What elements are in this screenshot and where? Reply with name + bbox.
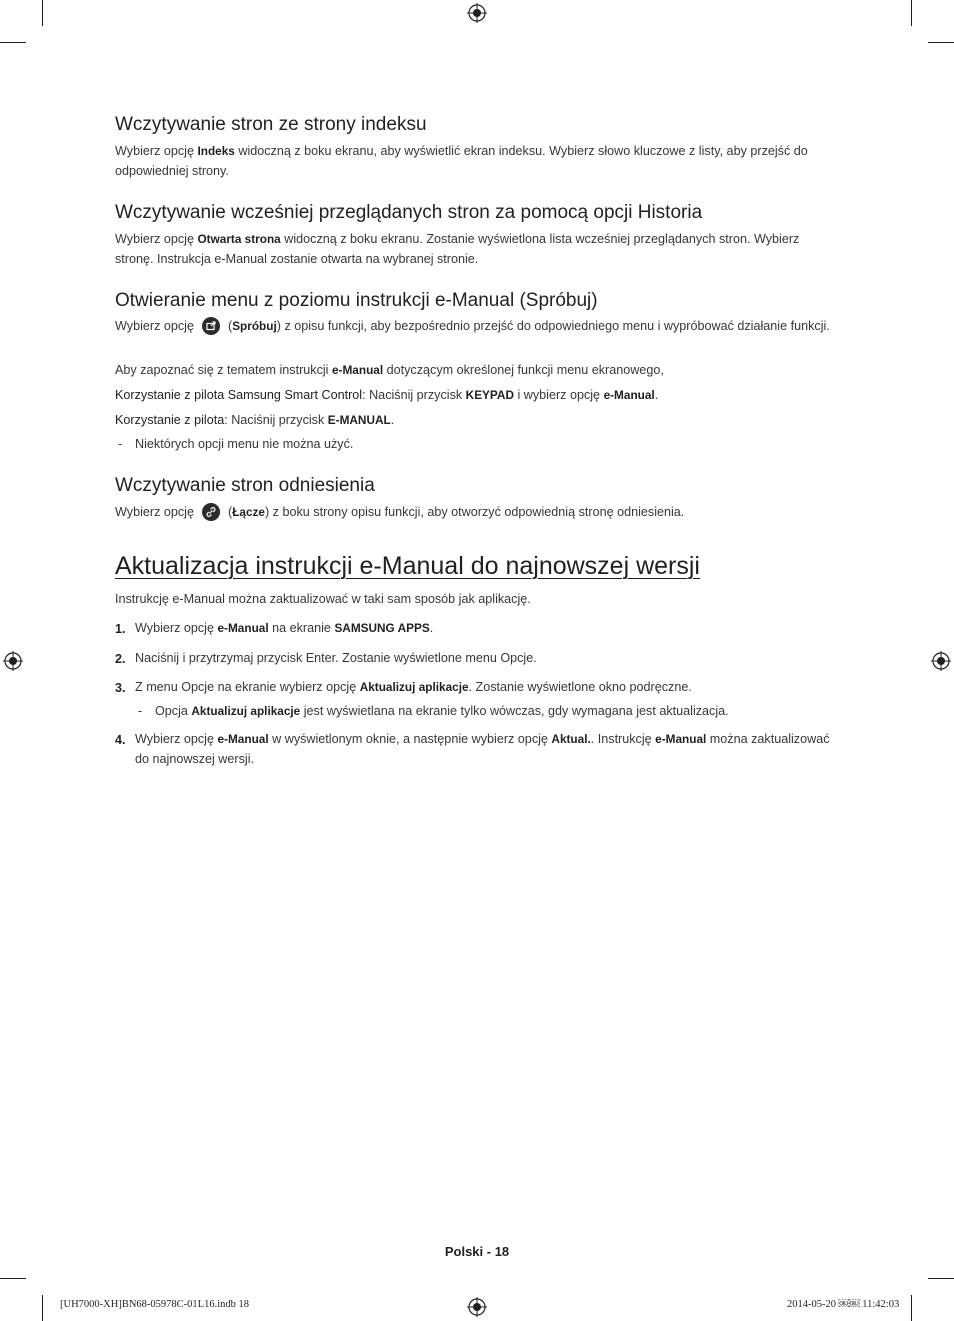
text: Wybierz opcję [115, 144, 198, 158]
text: na ekranie [268, 621, 335, 635]
registration-mark-icon [3, 651, 23, 671]
crop-mark [928, 1278, 954, 1279]
text: widoczną z boku ekranu. Zostanie wyświetlona lista wcześniej przeglądanych stron. Wybierz stronę. Instrukcja e-Manual zostanie otwarta na wybranej stronie. [115, 232, 800, 266]
try-now-icon [202, 317, 220, 335]
step-note [155, 702, 830, 722]
remote-label: Korzystanie z pilota [115, 413, 225, 427]
option-name: Indeks [197, 144, 235, 158]
text: Z menu Opcje na ekranie wybierz opcję [135, 680, 360, 694]
text: Wybierz opcję [115, 232, 198, 246]
option-name: e-Manual [331, 363, 384, 377]
option-name: e-Manual [603, 388, 655, 402]
section-heading: Otwieranie menu z poziomu instrukcji e-Manual (Spróbuj) [115, 290, 598, 311]
text: Wybierz opcję [115, 505, 194, 519]
registration-mark-icon [931, 651, 951, 671]
text: i wybierz opcję [513, 388, 604, 402]
crop-mark [911, 1295, 912, 1321]
text: ( [227, 505, 233, 519]
step-text [135, 730, 830, 769]
text: ) z opisu funkcji, aby bezpośrednio przejść do odpowiedniego menu i wypróbować działanie funkcji. [276, 319, 830, 333]
text: . Instrukcję [590, 732, 656, 746]
option-name: Łącze [232, 505, 265, 519]
page-number: Polski - 18 [444, 1244, 510, 1259]
text: Wybierz opcję [135, 621, 218, 635]
text: Aby zapoznać się z tematem instrukcji [115, 363, 332, 377]
text: ) z boku strony opisu funkcji, aby otworzyć odpowiednią stronę odniesienia. [264, 505, 685, 519]
registration-mark-icon [467, 3, 487, 23]
crop-mark [0, 42, 26, 43]
option-name: Otwarta strona [197, 232, 281, 246]
text: : Naciśnij przycisk [224, 413, 328, 427]
option-name: Aktual. [551, 732, 591, 746]
option-name: e-Manual [217, 621, 269, 635]
section-paragraph [115, 317, 830, 337]
section-paragraph [115, 142, 830, 181]
intro-paragraph: Instrukcję e-Manual można zaktualizować w taki sam sposób jak aplikację. [115, 592, 531, 606]
print-slug-right: 2014-05-20 ￼￼ 11:42:03 [787, 1299, 900, 1310]
section-heading: Wczytywanie stron ze strony indeksu [115, 114, 427, 135]
link-icon [202, 503, 220, 521]
step-number: 4. [115, 733, 126, 747]
text: można zaktualizować do najnowszej wersji. [135, 732, 830, 766]
text: Naciśnij i przytrzymaj przycisk Enter. Zostanie wyświetlone menu Opcje. [135, 651, 537, 665]
print-slug-left: [UH7000-XH]BN68-05978C-01L16.indb 18 [60, 1299, 249, 1310]
step-number: 3. [115, 681, 126, 695]
text: . [654, 388, 659, 402]
step-number: 1. [115, 622, 126, 636]
section-paragraph [115, 386, 830, 406]
option-name: Aktualizuj aplikacje [359, 680, 469, 694]
text: : Naciśnij przycisk [362, 388, 466, 402]
note-dash: - [138, 704, 143, 718]
button-name: KEYPAD [465, 388, 514, 402]
text: widoczną z boku ekranu, aby wyświetlić ekran indeksu. Wybierz słowo kluczowe z listy, aby przejść do odpowiedniej strony. [115, 144, 808, 178]
option-name: e-Manual [217, 732, 269, 746]
crop-mark [42, 1295, 43, 1321]
page-title: Aktualizacja instrukcji e-Manual do najnowszej wersji [115, 552, 700, 580]
text: . [390, 413, 395, 427]
button-name: E-MANUAL [327, 413, 391, 427]
step-text [135, 678, 830, 698]
step-text [135, 649, 830, 669]
remote-label: Korzystanie z pilota Samsung Smart Control [115, 388, 363, 402]
section-paragraph [115, 230, 830, 269]
registration-mark-icon [467, 1297, 487, 1317]
section-heading: Wczytywanie wcześniej przeglądanych stron za pomocą opcji Historia [115, 202, 703, 223]
option-name: Spróbuj [232, 319, 277, 333]
option-name: Aktualizuj aplikacje [191, 704, 301, 718]
step-number: 2. [115, 652, 126, 666]
text: dotyczącym określonej funkcji menu ekranowego, [383, 363, 664, 377]
step-text [135, 619, 830, 639]
section-paragraph [115, 503, 830, 523]
text: jest wyświetlana na ekranie tylko wówczas, gdy wymagana jest aktualizacja. [300, 704, 729, 718]
crop-mark [42, 0, 43, 26]
option-name: SAMSUNG APPS [334, 621, 430, 635]
text: Wybierz opcję [115, 319, 194, 333]
text: w wyświetlonym oknie, a następnie wybierz opcję [268, 732, 552, 746]
text: . Zostanie wyświetlone okno podręczne. [468, 680, 692, 694]
crop-mark [911, 0, 912, 26]
text: ( [227, 319, 233, 333]
option-name: e-Manual [655, 732, 707, 746]
note-dash: - [118, 437, 123, 451]
text: Opcja [155, 704, 192, 718]
crop-mark [928, 42, 954, 43]
section-paragraph [115, 361, 830, 381]
section-paragraph [115, 411, 830, 431]
section-heading: Wczytywanie stron odniesienia [115, 475, 375, 496]
crop-mark [0, 1278, 26, 1279]
text: Wybierz opcję [135, 732, 218, 746]
note-text: Niektórych opcji menu nie można użyć. [135, 437, 354, 451]
text: . [429, 621, 434, 635]
